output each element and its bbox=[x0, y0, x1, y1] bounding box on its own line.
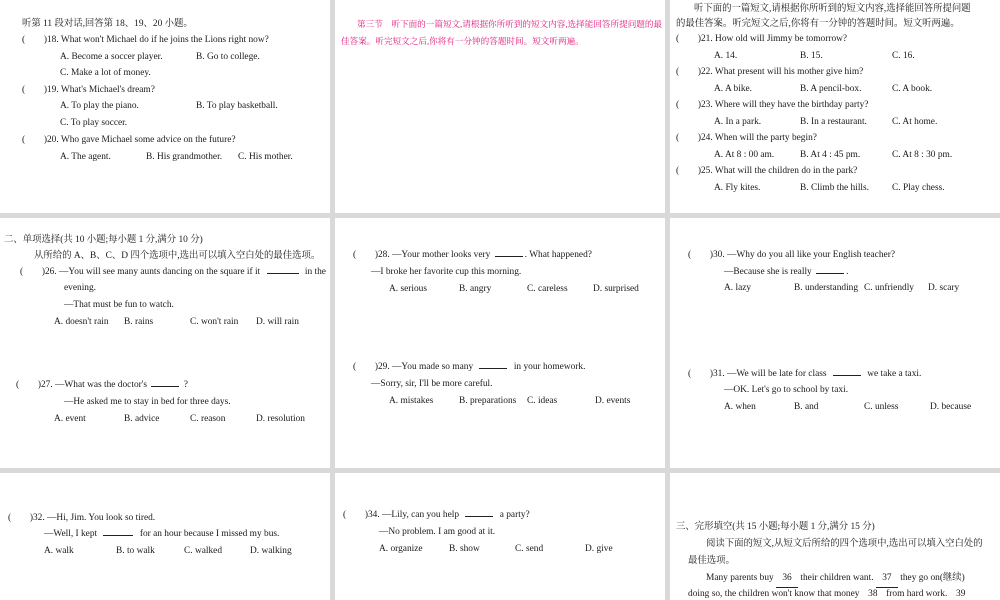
q24-option-b[interactable]: B. At 4 : 45 pm. bbox=[800, 150, 861, 160]
section-3-instruction-line-1: 第三节 听下面的一篇短文,请根据你所听到的短文内容,选择能回答所提问题的最 bbox=[357, 19, 663, 29]
question-18-stem: ( )18. What won't Michael do if he joins the Lions right now? bbox=[22, 35, 269, 45]
q31-option-b[interactable]: B. and bbox=[794, 402, 819, 412]
cloze-blank-39[interactable]: 39 bbox=[950, 586, 972, 600]
q30-option-a[interactable]: A. lazy bbox=[724, 283, 752, 293]
q18-option-b[interactable]: B. Go to college. bbox=[196, 52, 260, 62]
q28-option-a[interactable]: A. serious bbox=[389, 284, 428, 294]
q31-option-c[interactable]: C. unless bbox=[864, 402, 899, 412]
panel-single-choice-part-1 bbox=[0, 218, 330, 468]
q29-option-b[interactable]: B. preparations bbox=[459, 396, 517, 406]
question-21-stem: ( )21. How old will Jimmy be tomorrow? bbox=[676, 34, 848, 44]
question-23-stem: ( )23. Where will they have the birthday party? bbox=[676, 100, 869, 110]
cloze-blank-38[interactable]: 38 bbox=[862, 586, 884, 600]
section-intro: 听第 11 段对话,回答第 18、19、20 小题。 bbox=[22, 19, 193, 29]
q32-option-c[interactable]: C. walked bbox=[184, 546, 223, 556]
q31-reply: —OK. Let's go to school by taxi. bbox=[724, 385, 849, 395]
q22-option-b[interactable]: B. A pencil-box. bbox=[800, 84, 862, 94]
q20-option-a[interactable]: A. The agent. bbox=[60, 152, 111, 162]
section-3-instruction-line-2: 佳答案。听完短文之后,你将有一分钟的答题时间。短文听两遍。 bbox=[341, 36, 584, 46]
q19-option-a[interactable]: A. To play the piano. bbox=[60, 101, 139, 111]
question-31-stem: ( )31. —We will be late for class we take a taxi. bbox=[688, 366, 921, 383]
q21-option-a[interactable]: A. 14. bbox=[714, 51, 738, 61]
q27-option-a[interactable]: A. event bbox=[54, 414, 86, 424]
q31-blank[interactable] bbox=[833, 366, 861, 376]
panel-listening-section-3 bbox=[335, 0, 665, 213]
q27-reply: —He asked me to stay in bed for three days. bbox=[64, 397, 231, 407]
panel-single-choice-part-3 bbox=[670, 218, 1000, 468]
cloze-blank-37[interactable]: 37 bbox=[876, 570, 898, 588]
q26-reply: —That must be fun to watch. bbox=[64, 300, 174, 310]
passage-instruction-line-2: 的最佳答案。听完短文之后,你将有一分钟的答题时间。短文听两遍。 bbox=[676, 19, 960, 29]
q30-option-b[interactable]: B. understanding bbox=[794, 283, 859, 293]
q30-option-c[interactable]: C. unfriendly bbox=[864, 283, 914, 293]
q23-option-c[interactable]: C. At home. bbox=[892, 117, 938, 127]
q24-option-a[interactable]: A. At 8 : 00 am. bbox=[714, 150, 775, 160]
cloze-blank-36[interactable]: 36 bbox=[776, 570, 798, 588]
panel-single-choice-part-5 bbox=[335, 473, 665, 600]
q26-option-d[interactable]: D. will rain bbox=[256, 317, 299, 327]
q32-option-a[interactable]: A. walk bbox=[44, 546, 74, 556]
q25-option-b[interactable]: B. Climb the hills. bbox=[800, 183, 870, 193]
section-2-instruction: 从所给的 A、B、C、D 四个选项中,选出可以填入空白处的最佳选项。 bbox=[34, 251, 321, 261]
question-26-stem: ( )26. —You will see many aunts dancing on the square if it in the bbox=[20, 264, 326, 281]
q30-blank[interactable] bbox=[816, 264, 844, 274]
question-29-stem: ( )29. —You made so many in your homework. bbox=[353, 359, 585, 376]
q23-option-a[interactable]: A. In a park. bbox=[714, 117, 762, 127]
q18-option-a[interactable]: A. Become a soccer player. bbox=[60, 52, 163, 62]
panel-single-choice-part-2 bbox=[335, 218, 665, 468]
cloze-passage-line-1: Many parents buy 36 their children want. 37 they go on(继续) bbox=[706, 570, 965, 588]
q32-reply: —Well, I kept for an hour because I missed my bus. bbox=[44, 526, 279, 543]
q26-option-c[interactable]: C. won't rain bbox=[190, 317, 239, 327]
q29-reply: —Sorry, sir, I'll be more careful. bbox=[371, 379, 493, 389]
q28-option-d[interactable]: D. surprised bbox=[593, 284, 639, 294]
q18-option-c[interactable]: C. Make a lot of money. bbox=[60, 68, 151, 78]
q27-option-c[interactable]: C. reason bbox=[190, 414, 226, 424]
q26-stem-continued: evening. bbox=[64, 283, 97, 293]
q32-blank[interactable] bbox=[103, 526, 133, 536]
q26-blank[interactable] bbox=[267, 264, 299, 274]
cloze-passage-line-2: doing so, the children won't know that money 38 from hard work. 39 bbox=[688, 586, 972, 600]
question-32-stem: ( )32. —Hi, Jim. You look so tired. bbox=[8, 513, 156, 523]
q27-blank[interactable] bbox=[151, 377, 179, 387]
question-24-stem: ( )24. When will the party begin? bbox=[676, 133, 817, 143]
q30-option-d[interactable]: D. scary bbox=[928, 283, 960, 293]
panel-single-choice-part-4 bbox=[0, 473, 330, 600]
q20-option-c[interactable]: C. His mother. bbox=[238, 152, 293, 162]
q27-option-b[interactable]: B. advice bbox=[124, 414, 160, 424]
q22-option-c[interactable]: C. A book. bbox=[892, 84, 933, 94]
question-25-stem: ( )25. What will the children do in the park? bbox=[676, 166, 858, 176]
panel-listening-passage bbox=[670, 0, 1000, 213]
question-19-stem: ( )19. What's Michael's dream? bbox=[22, 85, 155, 95]
q29-option-c[interactable]: C. ideas bbox=[527, 396, 558, 406]
q29-option-d[interactable]: D. events bbox=[595, 396, 631, 406]
q34-option-d[interactable]: D. give bbox=[585, 544, 613, 554]
q34-option-c[interactable]: C. send bbox=[515, 544, 544, 554]
q20-option-b[interactable]: B. His grandmother. bbox=[146, 152, 223, 162]
q31-option-a[interactable]: A. when bbox=[724, 402, 756, 412]
q19-option-b[interactable]: B. To play basketball. bbox=[196, 101, 278, 111]
q34-reply: —No problem. I am good at it. bbox=[379, 527, 496, 537]
q29-blank[interactable] bbox=[479, 359, 507, 369]
question-28-stem: ( )28. —Your mother looks very . What happened? bbox=[353, 247, 592, 264]
question-22-stem: ( )22. What present will his mother give him? bbox=[676, 67, 864, 77]
q21-option-c[interactable]: C. 16. bbox=[892, 51, 915, 61]
cloze-instruction-line-2: 最佳选项。 bbox=[688, 556, 735, 566]
q21-option-b[interactable]: B. 15. bbox=[800, 51, 823, 61]
question-30-stem: ( )30. —Why do you all like your English teacher? bbox=[688, 250, 895, 260]
cloze-instruction-line-1: 阅读下面的短文,从短文后所给的四个选项中,选出可以填入空白处的 bbox=[706, 539, 983, 549]
q28-blank[interactable] bbox=[495, 247, 523, 257]
q19-option-c[interactable]: C. To play soccer. bbox=[60, 118, 128, 128]
question-34-stem: ( )34. —Lily, can you help a party? bbox=[343, 507, 530, 524]
q25-option-a[interactable]: A. Fly kites. bbox=[714, 183, 761, 193]
q32-option-b[interactable]: B. to walk bbox=[116, 546, 155, 556]
question-20-stem: ( )20. Who gave Michael some advice on the future? bbox=[22, 135, 236, 145]
panel-listening-dialogue-11 bbox=[0, 0, 330, 213]
q25-option-c[interactable]: C. Play chess. bbox=[892, 183, 945, 193]
q26-option-b[interactable]: B. rains bbox=[124, 317, 154, 327]
q31-option-d[interactable]: D. because bbox=[930, 402, 972, 412]
q22-option-a[interactable]: A. A bike. bbox=[714, 84, 753, 94]
section-2-heading: 二、单项选择(共 10 小题;每小题 1 分,满分 10 分) bbox=[4, 235, 203, 245]
q24-option-c[interactable]: C. At 8 : 30 pm. bbox=[892, 150, 953, 160]
q29-option-a[interactable]: A. mistakes bbox=[389, 396, 434, 406]
question-27-stem: ( )27. —What was the doctor's ? bbox=[16, 377, 188, 394]
q34-option-b[interactable]: B. show bbox=[449, 544, 480, 554]
q28-reply: —I broke her favorite cup this morning. bbox=[371, 267, 522, 277]
section-3-heading: 三、完形填空(共 15 小题;每小题 1 分,满分 15 分) bbox=[676, 522, 875, 532]
q26-option-a[interactable]: A. doesn't rain bbox=[54, 317, 109, 327]
q27-option-d[interactable]: D. resolution bbox=[256, 414, 305, 424]
q34-blank[interactable] bbox=[465, 507, 493, 517]
panel-cloze-test bbox=[670, 473, 1000, 600]
q32-option-d[interactable]: D. walking bbox=[250, 546, 292, 556]
q30-reply: —Because she is really . bbox=[724, 264, 848, 281]
q28-option-b[interactable]: B. angry bbox=[459, 284, 492, 294]
q34-option-a[interactable]: A. organize bbox=[379, 544, 423, 554]
passage-instruction-line-1: 听下面的一篇短文,请根据你所听到的短文内容,选择能回答所提问题 bbox=[694, 4, 971, 14]
q23-option-b[interactable]: B. In a restaurant. bbox=[800, 117, 867, 127]
q28-option-c[interactable]: C. careless bbox=[527, 284, 568, 294]
